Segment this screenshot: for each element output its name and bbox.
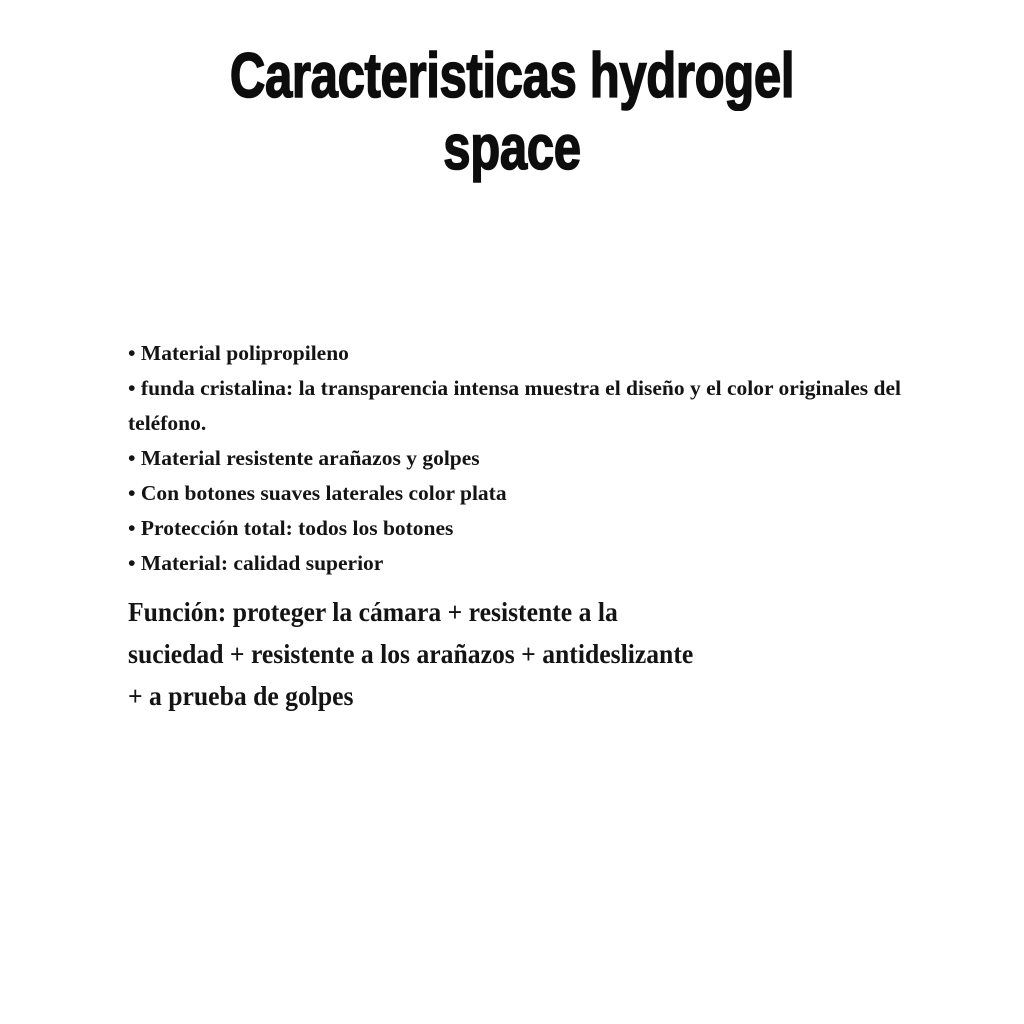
function-paragraph	[128, 591, 917, 717]
list-item-label: funda cristalina: la transparencia intensa muestra el diseño y el color originales del teléfono.	[128, 376, 901, 435]
feature-body	[128, 336, 918, 717]
bullet-icon: •	[128, 516, 136, 540]
page-title-line-2: space	[443, 113, 581, 183]
bullet-icon: •	[128, 341, 136, 365]
list-item-label: Material resistente arañazos y golpes	[140, 446, 480, 470]
function-paragraph-line-1: Función: proteger la cámara + resistente a la	[128, 597, 618, 627]
bullet-icon: •	[128, 551, 136, 575]
list-item-label: Material: calidad superior	[140, 551, 384, 575]
feature-bullet-list	[128, 336, 918, 581]
bullet-icon: •	[128, 481, 136, 505]
page-title-line-1: Caracteristicas hydrogel	[229, 41, 795, 111]
function-paragraph-line-2: suciedad + resistente a los arañazos + antideslizante	[128, 639, 694, 669]
page-title	[0, 40, 1024, 184]
bullet-icon: •	[128, 446, 136, 470]
list-item	[128, 336, 918, 371]
list-item	[128, 511, 918, 546]
list-item-label: Protección total: todos los botones	[140, 516, 454, 540]
list-item	[128, 441, 918, 476]
list-item	[128, 371, 918, 441]
bullet-icon: •	[128, 376, 136, 400]
list-item-label: Material polipropileno	[140, 341, 349, 365]
list-item	[128, 546, 918, 581]
function-paragraph-line-3: + a prueba de golpes	[128, 681, 354, 711]
list-item	[128, 476, 918, 511]
list-item-label: Con botones suaves laterales color plata	[140, 481, 507, 505]
